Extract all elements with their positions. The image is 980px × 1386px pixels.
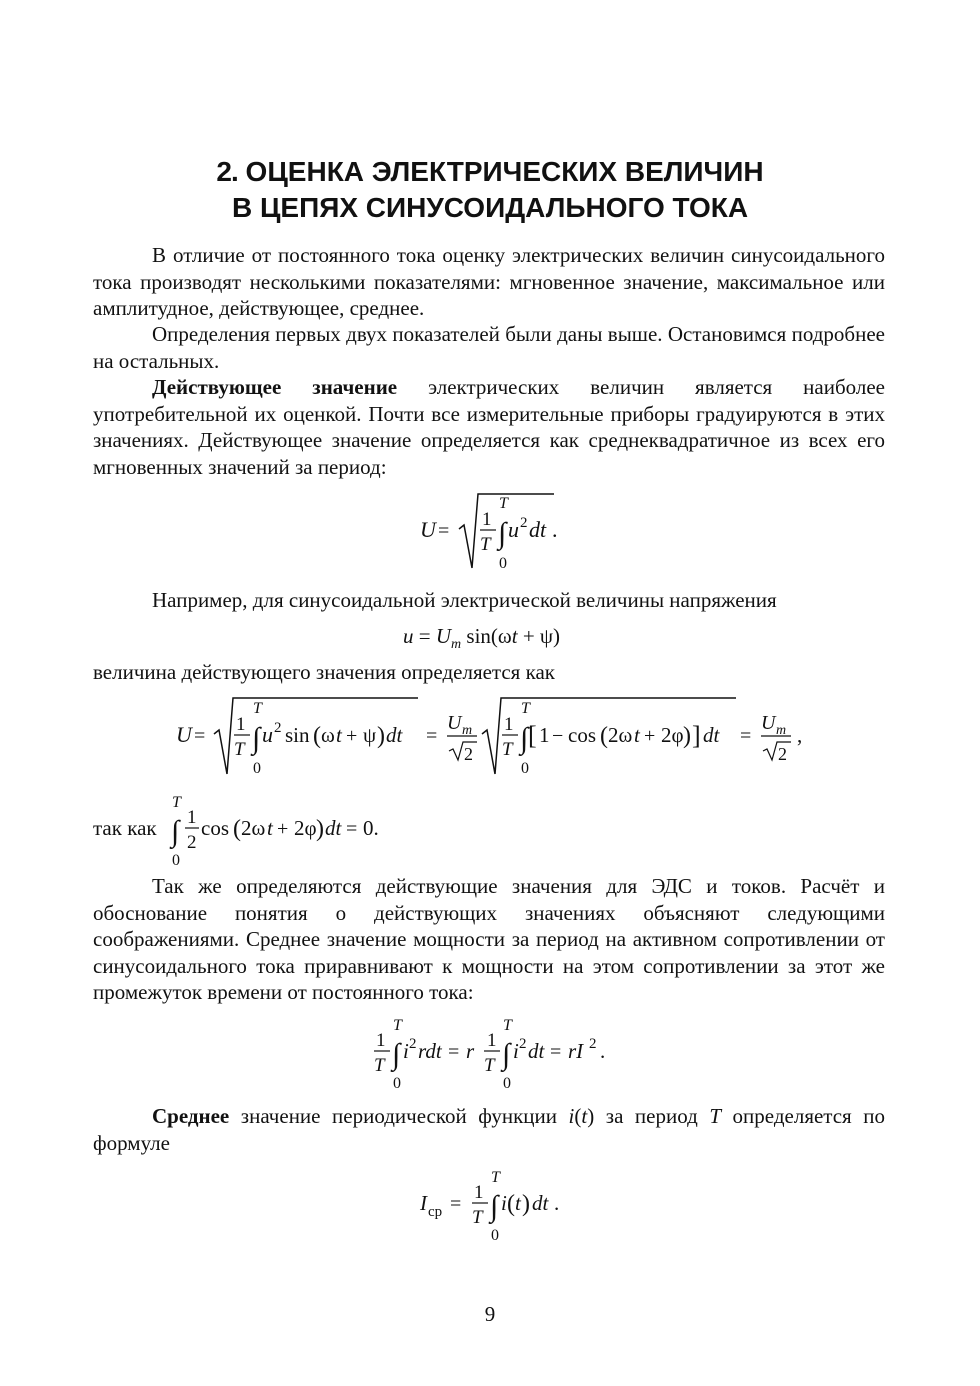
formula-average-value (418, 1165, 578, 1250)
paragraph-average-value: Среднее значение периодической функции i(t) за период T определяется по формуле (93, 1104, 885, 1155)
svg-text:2: 2 (464, 744, 473, 764)
svg-text:dt: dt (386, 723, 403, 747)
svg-text:0: 0 (253, 760, 261, 777)
formula-sinusoidal-voltage (403, 623, 560, 659)
svg-text:0: 0 (393, 1075, 401, 1092)
svg-text:sin: sin (285, 723, 310, 747)
svg-text:0: 0 (503, 1075, 511, 1092)
term-average: Среднее (152, 1104, 230, 1128)
svg-text:T: T (480, 534, 491, 555)
chapter-number: 2. (216, 156, 238, 187)
svg-text:T: T (503, 1017, 512, 1034)
svg-text:∫: ∫ (520, 722, 529, 755)
svg-text:T: T (472, 1207, 483, 1228)
svg-text:T: T (499, 495, 508, 512)
svg-text:T: T (484, 1055, 495, 1076)
svg-text:T: T (234, 739, 245, 760)
svg-text:T: T (393, 1017, 402, 1034)
svg-text:=: = (740, 725, 752, 747)
svg-text:∫: ∫ (252, 722, 261, 755)
svg-text:2: 2 (409, 1036, 417, 1052)
svg-text:t: t (267, 816, 273, 840)
svg-text:m: m (776, 723, 787, 738)
svg-text:0.: 0. (363, 816, 379, 840)
term-rms-value: Действующее значение (152, 375, 398, 399)
svg-text:T: T (172, 794, 181, 811)
svg-text:2ω: 2ω (241, 816, 266, 840)
formula-rms-derivation (170, 694, 820, 785)
svg-text:U: U (447, 712, 462, 734)
svg-text:1: 1 (187, 807, 197, 828)
chapter-title-text: ОЦЕНКА ЭЛЕКТРИЧЕСКИХ ВЕЛИЧИН (237, 156, 764, 187)
svg-text:U: U (761, 712, 776, 734)
svg-text:T: T (502, 739, 513, 760)
paragraph-rms-intro: величина действующего значения определяется как (93, 660, 555, 684)
svg-text:T: T (253, 700, 262, 717)
paragraph-rms (93, 374, 885, 480)
svg-text:i: i (403, 1039, 409, 1063)
svg-text:ω: ω (321, 723, 335, 747)
svg-text:T: T (521, 700, 530, 717)
paragraph-example: Например, для синусоидальной электрической величины напряжения (152, 588, 777, 612)
svg-text:ср: ср (428, 1204, 443, 1220)
svg-text:2: 2 (274, 720, 282, 736)
var-u: u (403, 624, 414, 648)
svg-text:=: = (448, 1041, 460, 1063)
svg-text:t: t (515, 1191, 521, 1215)
svg-text:1: 1 (474, 1182, 484, 1203)
svg-text:+: + (346, 725, 358, 747)
svg-text:(: ( (233, 816, 241, 842)
svg-text:dt: dt (529, 517, 547, 542)
svg-text:r: r (466, 1039, 475, 1063)
var-t: t (511, 624, 518, 648)
svg-text:2φ: 2φ (661, 723, 684, 747)
svg-text:u: u (262, 722, 273, 747)
var-i: i (568, 1104, 575, 1128)
svg-text:): ) (377, 723, 385, 749)
formula-power-equivalence (370, 1014, 620, 1099)
svg-text:1: 1 (482, 509, 492, 530)
svg-text:I: I (420, 1191, 427, 1215)
svg-text:1: 1 (487, 1030, 497, 1051)
svg-text:(: ( (600, 723, 608, 749)
svg-text:1: 1 (236, 714, 246, 735)
svg-text:0: 0 (499, 555, 507, 572)
chapter-title-line2: В ЦЕПЯХ СИНУСОИДАЛЬНОГО ТОКА (231, 192, 749, 223)
phase-part: + ψ) (517, 624, 561, 648)
svg-text:2ω: 2ω (608, 723, 633, 747)
paragraph-since: так как (93, 816, 157, 840)
svg-text:.: . (600, 1039, 606, 1063)
svg-text:[: [ (528, 721, 537, 750)
svg-text:): ) (683, 723, 691, 749)
svg-text:U: U (420, 517, 436, 542)
svg-text:1: 1 (376, 1030, 386, 1051)
svg-text:1: 1 (504, 714, 514, 735)
svg-text:cos: cos (568, 723, 596, 747)
svg-text:U: U (176, 722, 192, 747)
svg-text:2: 2 (778, 744, 787, 764)
svg-text:dt: dt (528, 1039, 545, 1063)
svg-text:2: 2 (519, 1036, 527, 1052)
svg-text:0: 0 (491, 1227, 499, 1244)
svg-text:0: 0 (172, 852, 180, 869)
svg-text:ψ: ψ (363, 723, 377, 747)
svg-text:dt: dt (532, 1191, 549, 1215)
avg-text-b: за период (594, 1104, 710, 1128)
svg-text:T: T (491, 1169, 500, 1186)
svg-text:dt: dt (703, 723, 720, 747)
page-number: 9 (484, 1302, 496, 1326)
svg-text:i: i (501, 1191, 507, 1215)
svg-text:dt: dt (325, 816, 342, 840)
svg-text:,: , (797, 723, 803, 747)
svg-text:∫: ∫ (498, 517, 507, 550)
formula-zero-integral (163, 790, 403, 875)
svg-text:t: t (634, 723, 640, 747)
svg-text:]: ] (692, 721, 701, 750)
svg-text:cos: cos (201, 816, 229, 840)
svg-text:=: = (426, 725, 438, 747)
var-U: U (435, 624, 452, 648)
svg-text:=: = (450, 1193, 462, 1215)
equals-sign: = (413, 624, 436, 648)
svg-text:rdt: rdt (418, 1039, 442, 1063)
svg-text:=: = (346, 818, 358, 840)
svg-text:(: ( (313, 723, 321, 749)
svg-text:=: = (550, 1041, 562, 1063)
svg-text:2: 2 (520, 515, 528, 531)
svg-text:2: 2 (187, 832, 197, 853)
sin-part: sin(ω (461, 624, 512, 648)
svg-text:∫: ∫ (490, 1190, 499, 1223)
svg-text:∫: ∫ (171, 815, 180, 848)
var-T: T (709, 1104, 722, 1128)
svg-text:t: t (336, 723, 342, 747)
avg-text-a: значение периодической функции (229, 1104, 569, 1128)
svg-text:i: i (513, 1039, 519, 1063)
paragraph-definitions: Определения первых двух показателей были даны выше. Остановимся подробнее на остальных. (93, 322, 885, 373)
svg-text:2: 2 (589, 1036, 597, 1052)
svg-text:=: = (194, 725, 206, 747)
svg-text:∫: ∫ (502, 1038, 511, 1071)
formula-rms-definition (416, 490, 566, 580)
svg-text:+: + (644, 725, 656, 747)
var-t-arg: t (581, 1104, 588, 1128)
svg-text:.: . (554, 1191, 560, 1215)
svg-text:1: 1 (539, 723, 550, 747)
svg-text:0: 0 (521, 760, 529, 777)
paragraph-rms-text: электрических величин является наиболее употребительной их оценкой. Почти все измерительные приборы градуируются в этих значениях. Действующее значение определяется как среднеквадратичное из всех его мгновенных значений за период: (93, 375, 885, 479)
svg-text:.: . (552, 517, 558, 542)
svg-text:+: + (277, 818, 289, 840)
svg-text:(: ( (507, 1191, 515, 1217)
svg-text:u: u (508, 517, 519, 542)
svg-text:): ) (522, 1191, 530, 1217)
subscript-m: m (451, 637, 462, 653)
chapter-title-line1 (0, 154, 980, 190)
svg-text:m: m (462, 723, 473, 738)
avg-text-c: определяется по формуле (93, 1104, 885, 1155)
paragraph-intro: В отличие от постоянного тока оценку электрических величин синусоидального тока производят несколькими показателями: мгновенное значение, максимальное или амплитудное, действующее, среднее. (93, 243, 885, 320)
paragraph-power-reasoning: Так же определяются действующие значения для ЭДС и токов. Расчёт и обоснование понятия о действующих значениях объясняют следующими соображениями. Среднее значение мощности за период на активном сопротивлении от синусоидального тока приравнивают к мощности на этом сопротивлении за этот же промежуток времени от постоянного тока: (93, 874, 885, 1004)
svg-text:): ) (316, 816, 324, 842)
svg-text:∫: ∫ (392, 1038, 401, 1071)
svg-text:2φ: 2φ (294, 816, 317, 840)
svg-text:=: = (438, 520, 450, 542)
svg-text:rI: rI (568, 1039, 584, 1063)
svg-text:T: T (374, 1055, 385, 1076)
svg-text:−: − (552, 725, 564, 747)
